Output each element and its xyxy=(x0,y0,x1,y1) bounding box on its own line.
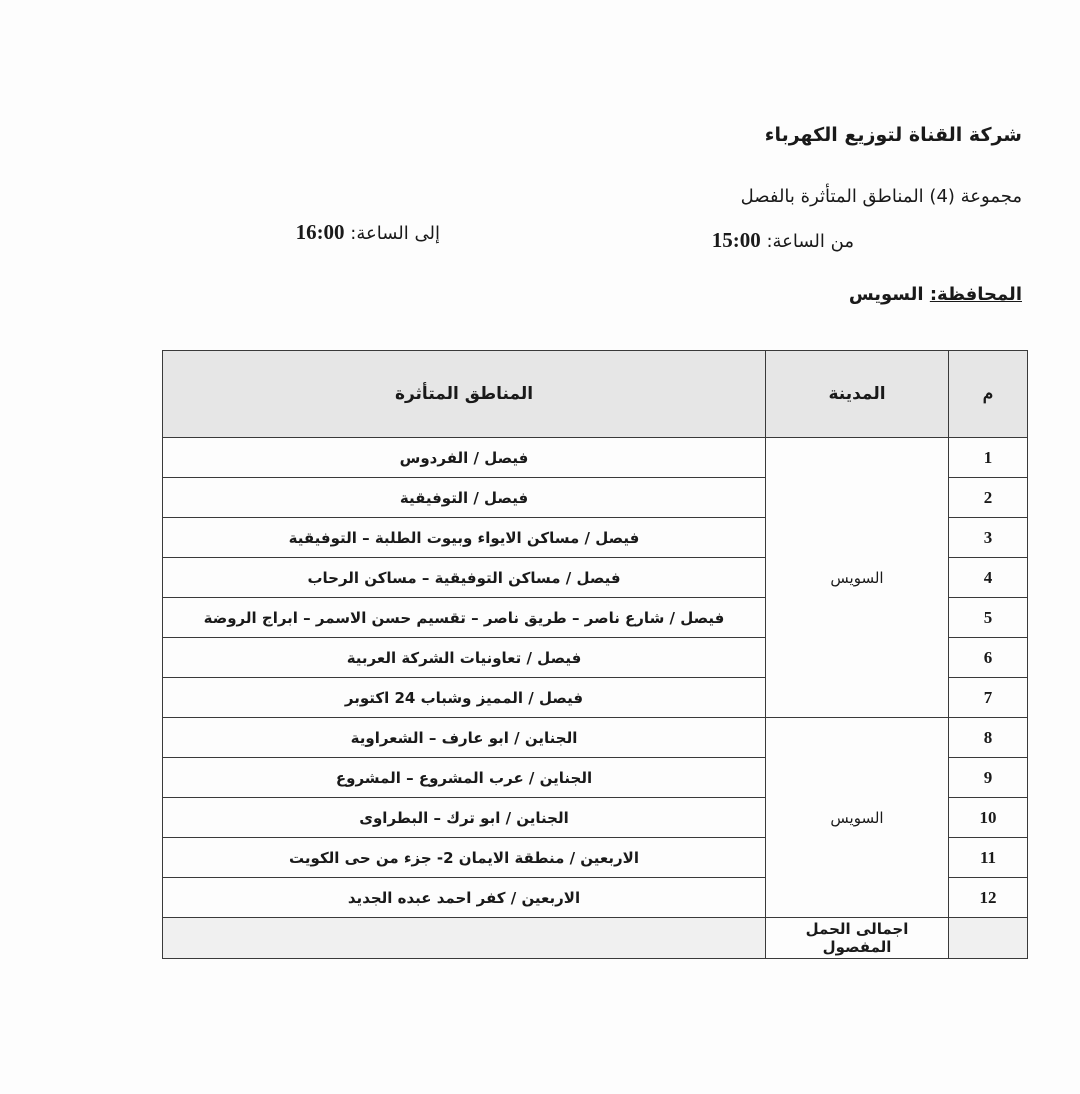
total-row xyxy=(163,918,1028,959)
header-num: م xyxy=(949,351,1028,438)
area-cell: الجناين / ابو عارف – الشعراوية xyxy=(163,718,766,758)
table-row xyxy=(163,718,1028,758)
total-num-cell xyxy=(949,918,1028,959)
row-number: 3 xyxy=(949,518,1028,558)
row-number: 12 xyxy=(949,878,1028,918)
city-cell: السويس xyxy=(766,438,949,718)
time-from-label: من الساعة: xyxy=(766,231,854,252)
total-label: اجمالى الحمل المفصول xyxy=(766,918,949,959)
time-from-value: 15:00 xyxy=(711,228,761,252)
row-number: 6 xyxy=(949,638,1028,678)
schedule-table xyxy=(162,350,1028,959)
area-cell: فيصل / تعاونيات الشركة العربية xyxy=(163,638,766,678)
row-number: 10 xyxy=(949,798,1028,838)
total-value-cell xyxy=(163,918,766,959)
area-cell: فيصل / شارع ناصر – طريق ناصر – تقسيم حسن الاسمر – ابراج الروضة xyxy=(163,598,766,638)
group-title: مجموعة (4) المناطق المتأثرة بالفصل xyxy=(740,186,1022,207)
row-number: 2 xyxy=(949,478,1028,518)
governorate-label: المحافظة: xyxy=(929,284,1022,305)
table-header-row xyxy=(163,351,1028,438)
area-cell: فيصل / المميز وشباب 24 اكتوبر xyxy=(163,678,766,718)
company-name: شركة القناة لتوزيع الكهرباء xyxy=(764,124,1022,146)
row-number: 11 xyxy=(949,838,1028,878)
area-cell: فيصل / مساكن التوفيقية – مساكن الرحاب xyxy=(163,558,766,598)
header-city: المدينة xyxy=(766,351,949,438)
governorate xyxy=(849,284,1022,305)
time-to-label: إلى الساعة: xyxy=(350,223,440,244)
time-from xyxy=(712,228,854,253)
area-cell: الجناين / عرب المشروع – المشروع xyxy=(163,758,766,798)
governorate-value: السويس xyxy=(848,284,924,305)
area-cell: فيصل / التوفيقية xyxy=(163,478,766,518)
table-row xyxy=(163,438,1028,478)
area-cell: فيصل / الفردوس xyxy=(163,438,766,478)
city-cell: السويس xyxy=(766,718,949,918)
area-cell: الاربعين / كفر احمد عبده الجديد xyxy=(163,878,766,918)
area-cell: الجناين / ابو ترك – البطراوى xyxy=(163,798,766,838)
row-number: 1 xyxy=(949,438,1028,478)
area-cell: فيصل / مساكن الايواء وبيوت الطلبة – التوفيقية xyxy=(163,518,766,558)
row-number: 9 xyxy=(949,758,1028,798)
time-to-value: 16:00 xyxy=(295,220,345,244)
header-areas: المناطق المتأثرة xyxy=(163,351,766,438)
table-body xyxy=(163,438,1028,959)
time-to xyxy=(296,220,440,245)
row-number: 4 xyxy=(949,558,1028,598)
row-number: 5 xyxy=(949,598,1028,638)
row-number: 8 xyxy=(949,718,1028,758)
row-number: 7 xyxy=(949,678,1028,718)
area-cell: الاربعين / منطقة الايمان 2- جزء من حى الكويت xyxy=(163,838,766,878)
